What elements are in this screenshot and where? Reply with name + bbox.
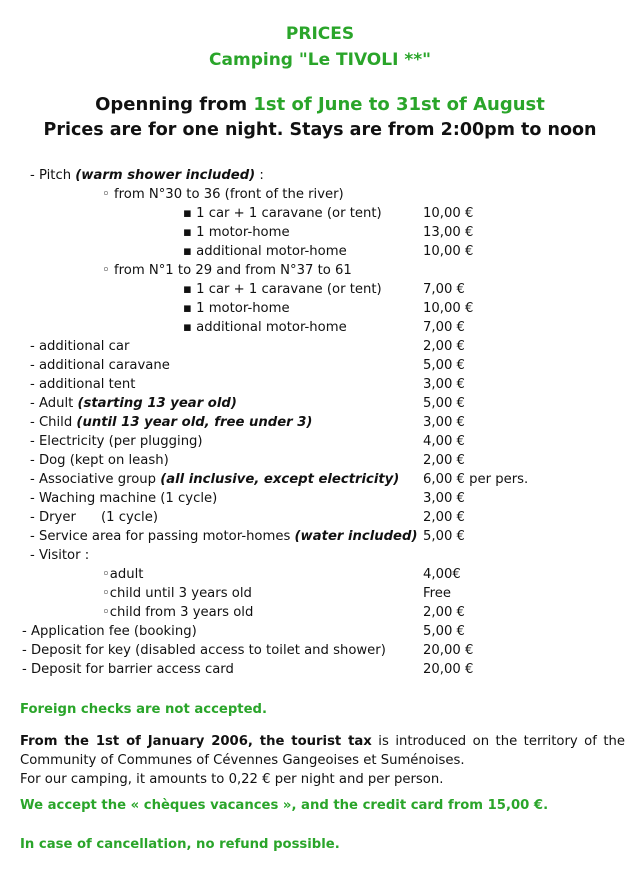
price-label [22,622,197,641]
price-value: 2,00 € [423,453,465,468]
price-label [22,660,234,679]
price-row [0,242,640,261]
price-label [30,470,399,489]
price-label-text: - additional car [30,339,130,354]
cancellation-note: In case of cancellation, no refund possible. [20,837,340,852]
price-row [0,470,640,489]
price-row [0,489,640,508]
price-label [30,489,217,508]
payment-note: We accept the « chèques vacances », and the credit card from 15,00 €. [20,798,549,813]
price-value: 10,00 € [423,244,474,259]
price-label-text: ◦child from 3 years old [102,605,254,620]
price-label-detail: (warm shower included) [75,168,256,183]
price-row [0,432,640,451]
price-label-text: - additional tent [30,377,136,392]
price-label-text: - Child [30,415,77,430]
price-label-text: - Deposit for key (disabled access to toilet and shower) [22,643,386,658]
opening-date-range: 1st of June to 31st of August [253,94,545,115]
price-row [0,451,640,470]
price-row [0,394,640,413]
price-label [30,413,312,432]
price-label-text: ▪ 1 motor-home [183,225,290,240]
price-label-text: ◦child until 3 years old [102,586,252,601]
price-label-text: ▪ 1 car + 1 caravane (or tent) [183,206,382,221]
price-value: 3,00 € [423,491,465,506]
price-row [0,337,640,356]
price-row [0,261,640,280]
price-label-text: - additional caravane [30,358,170,373]
tourist-tax-amount: For our camping, it amounts to 0,22 € per night and per person. [20,772,444,787]
price-row [0,280,640,299]
price-label-text: - Associative group [30,472,161,487]
price-row [0,508,640,527]
price-label [22,641,386,660]
price-row [0,413,640,432]
price-label [183,299,290,318]
price-label-text: - Dryer (1 cycle) [30,510,158,525]
price-value: 13,00 € [423,225,474,240]
price-value: 3,00 € [423,377,465,392]
tourist-tax-bold: From the 1st of January 2006, the tourist tax [20,734,372,749]
price-row [0,299,640,318]
price-value: 2,00 € [423,510,465,525]
price-row [0,546,640,565]
price-label-text: ▪ 1 motor-home [183,301,290,316]
price-label-text: - Deposit for barrier access card [22,662,234,677]
foreign-checks-note: Foreign checks are not accepted. [20,702,267,717]
price-label [30,337,129,356]
price-label [102,584,252,603]
price-row [0,603,640,622]
price-label-text: - Service area for passing motor-homes [30,529,295,544]
price-label [183,223,290,242]
price-label-text: - Electricity (per plugging) [30,434,203,449]
price-label [30,394,237,413]
price-value: 2,00 € [423,339,465,354]
price-label [102,603,253,622]
price-label-text: ▪ additional motor-home [183,320,347,335]
price-label [30,166,264,185]
price-value: 5,00 € [423,624,465,639]
price-value: 3,00 € [423,415,465,430]
price-row [0,185,640,204]
price-label [30,508,158,527]
price-label-text: - Application fee (booking) [22,624,197,639]
price-row [0,223,640,242]
price-label [183,204,382,223]
price-value: 5,00 € [423,396,465,411]
price-value: 10,00 € [423,206,474,221]
page-title: PRICES [285,24,355,44]
price-label-text: ▪ 1 car + 1 caravane (or tent) [183,282,382,297]
price-label [30,432,203,451]
price-value: 4,00 € [423,434,465,449]
price-row [0,622,640,641]
price-label-text: - Visitor : [30,548,90,563]
opening-prefix: Openning from [95,94,254,115]
price-label-detail: (starting 13 year old) [77,396,237,411]
price-row [0,641,640,660]
tourist-tax-text: is introduced on the territory of the Community of Communes of Cévennes Gangeoises et Suménoises. [20,734,626,768]
price-label-text: - Dog (kept on leash) [30,453,169,468]
stay-info: Prices are for one night. Stays are from 2:00pm to noon [43,120,597,140]
price-label [30,375,135,394]
price-label-detail: (water included) [294,529,418,544]
price-row [0,660,640,679]
price-row [0,204,640,223]
price-label-text: ◦adult [102,567,144,582]
price-value: 7,00 € [423,320,465,335]
price-value: 5,00 € [423,529,465,544]
tourist-tax-note [20,732,625,770]
price-label-text: ◦ from N°1 to 29 and from N°37 to 61 [102,263,352,278]
price-label-text: ◦ from N°30 to 36 (front of the river) [102,187,344,202]
price-value: 2,00 € [423,605,465,620]
price-label-text: - Waching machine (1 cycle) [30,491,218,506]
price-value: 7,00 € [423,282,465,297]
price-value: 6,00 € per pers. [423,472,529,487]
price-label [30,451,169,470]
price-row [0,565,640,584]
price-label-text: - Pitch [30,168,76,183]
campsite-name: Camping "Le TIVOLI **" [209,50,431,70]
price-row [0,584,640,603]
price-row [0,166,640,185]
price-label-suffix: : [255,168,264,183]
price-label [102,185,344,204]
price-row [0,318,640,337]
price-value: 20,00 € [423,662,474,677]
price-label [183,242,347,261]
price-value: Free [423,586,451,601]
price-row [0,356,640,375]
price-value: 10,00 € [423,301,474,316]
price-row [0,375,640,394]
price-label-text: - Adult [30,396,78,411]
price-label [30,546,89,565]
price-label-text: ▪ additional motor-home [183,244,347,259]
opening-dates [0,94,640,115]
price-label [102,261,352,280]
price-label [30,356,170,375]
price-value: 20,00 € [423,643,474,658]
price-label [183,318,347,337]
price-value: 4,00€ [423,567,461,582]
price-label [183,280,382,299]
price-label-detail: (all inclusive, except electricity) [160,472,400,487]
price-label [30,527,417,546]
price-label [102,565,143,584]
price-label-detail: (until 13 year old, free under 3) [76,415,313,430]
price-value: 5,00 € [423,358,465,373]
price-row [0,527,640,546]
